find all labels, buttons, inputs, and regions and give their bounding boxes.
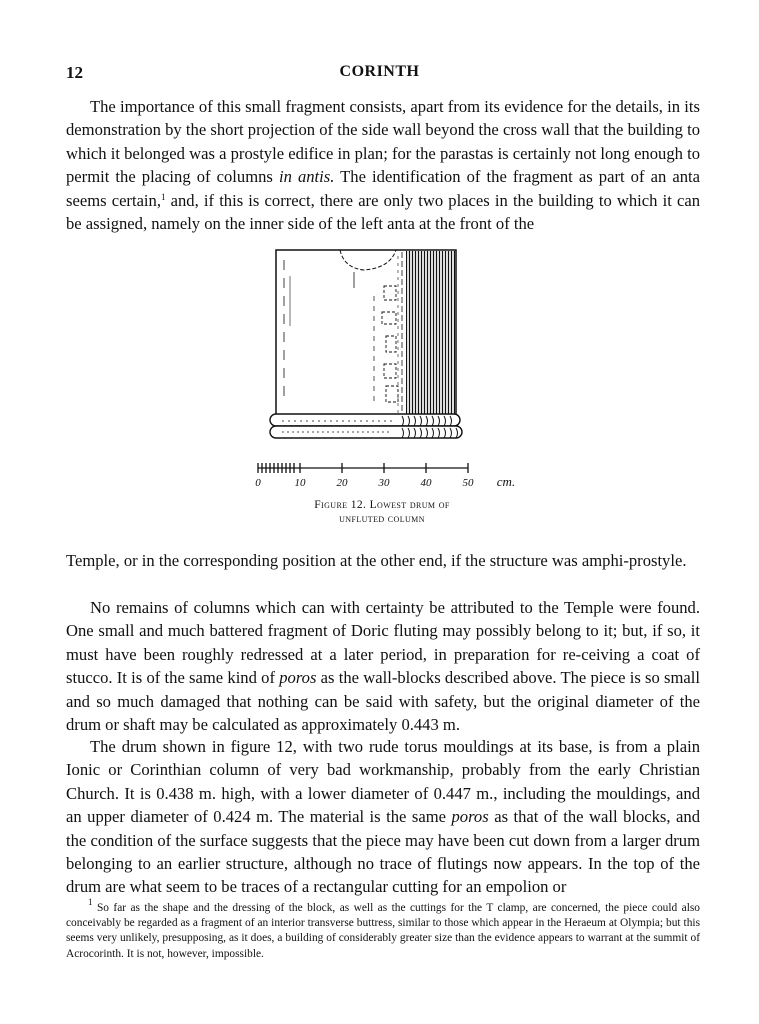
scale-label-40: 40: [420, 477, 432, 489]
upper-torus: [270, 414, 460, 426]
text-run: The identification of the fragment as part of an anta seems certain,: [66, 167, 700, 210]
caption-line-2: unfluted column: [339, 513, 425, 525]
scale-label-0: 0: [255, 477, 261, 489]
text-run: as the wall-blocks described above. The piece is so small and so much damaged that nothing can be said with safety, but the original diameter of the drum or shaft may be calculated as approximately 0.443 m.: [66, 668, 700, 735]
running-title: CORINTH: [339, 63, 420, 80]
footnote-reference[interactable]: 1: [161, 191, 166, 202]
caption-line-1: Figure 12. Lowest drum of: [314, 499, 450, 511]
scale-label-20: 20: [336, 477, 348, 489]
paragraph-continuation: Temple, or in the corresponding position at the other end, if the structure was amphi-prostyle.: [66, 551, 687, 570]
italic-text: in antis.: [278, 167, 335, 187]
page-number: 12: [66, 63, 83, 82]
figure-caption: [252, 498, 512, 526]
drum-shading: [406, 251, 455, 417]
text-run: The drum shown in figure 12, with two rude torus mouldings at its base, is from a plain Ionic or Corinthian column of very bad workmanship, probably from the early Christian Church. It is 0.438 m. high, with a lower diameter of 0.447 m., including the mouldings, and an upper diameter of 0.424 m. The material is the same: [66, 737, 700, 827]
text-run: and, if this is correct, there are only two places in the building to which it can be assigned, namely on the inner side of the left anta at the front of the: [66, 190, 700, 234]
footnote-marker: 1: [88, 897, 93, 907]
italic-text: poros: [279, 668, 317, 688]
scale-label-50: 50: [462, 477, 474, 489]
column-drum-drawing: [252, 246, 522, 496]
scale-unit: cm.: [496, 474, 516, 489]
scale-bar: [258, 463, 468, 473]
text-run: as that of the wall blocks, and the condition of the surface suggests that the piece may have been cut down from a larger drum belonging to an earlier structure, although no trace of flutings now appears. In the top of the drum are what seem to be traces of a rectangular cutting for an empolion or: [66, 807, 700, 897]
figure-12: [252, 246, 522, 508]
scale-label-30: 30: [378, 477, 390, 489]
scale-label-10: 10: [294, 477, 306, 489]
footnote: [66, 897, 700, 962]
text-run: The importance of this small fragment consists, apart from its evidence for the details, in its demonstration by the short projection of the side wall beyond the cross wall that the building to which it belonged was a prostyle edifice in plan; for the parastas is certainly not long enough to permit the placing of columns: [66, 97, 700, 187]
italic-text: poros: [451, 807, 489, 827]
paragraph-importance: [66, 95, 700, 235]
paragraph-columns: [66, 596, 700, 736]
footnote-text: So far as the shape and the dressing of the block, as well as the cuttings for the T clamp, are concerned, the piece could also conceivably be regarded as a fragment of an interior transverse buttress, similar to those which appear in the Heraeum at Olympia; but this seems very unlikely, presupposing, as it does, a building of considerably greater size than the evidence appears to warrant at the summit of Acrocorinth. It is not, however, impossible.: [66, 902, 700, 960]
text-run: No remains of columns which can with certainty be attributed to the Temple were found. One small and much battered fragment of Doric fluting may possibly belong to it; but, if so, it must have been roughly redressed at a later period, in preparation for re-ceiving a coat of stucco. It is of the same kind of: [66, 598, 700, 688]
paragraph-drum: [66, 735, 700, 899]
